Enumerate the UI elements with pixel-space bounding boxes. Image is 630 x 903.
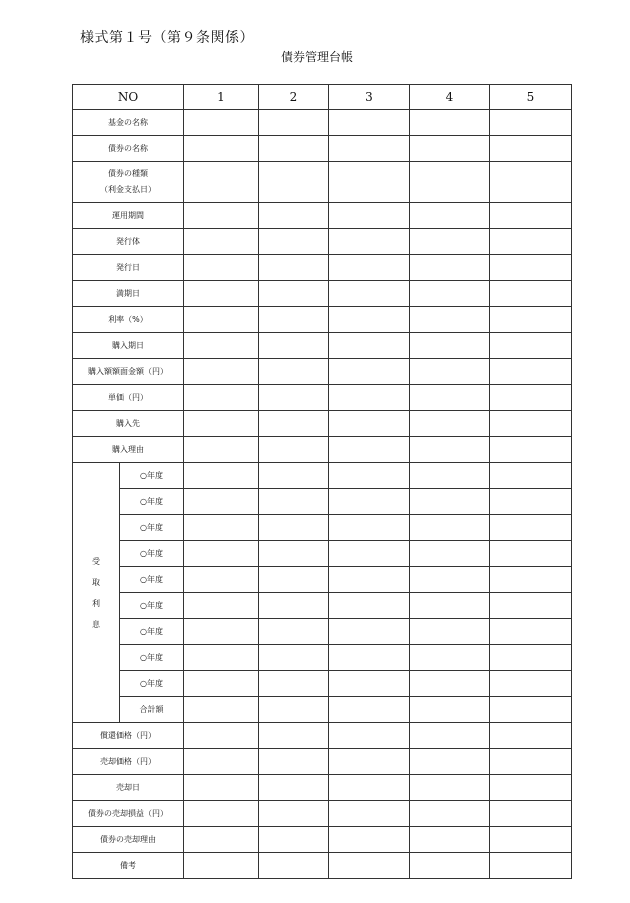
entry-cell-4[interactable] bbox=[410, 827, 490, 853]
row-label bbox=[73, 162, 184, 203]
entry-cell-3[interactable] bbox=[329, 385, 410, 411]
header-col-3: 3 bbox=[329, 85, 410, 110]
entry-cell-4[interactable] bbox=[410, 541, 490, 567]
entry-cell-3[interactable] bbox=[329, 281, 410, 307]
entry-cell-4[interactable] bbox=[410, 853, 490, 879]
entry-cell-2[interactable] bbox=[259, 385, 329, 411]
row-label bbox=[73, 333, 184, 359]
entry-cell-5[interactable] bbox=[490, 645, 572, 671]
entry-cell-3[interactable] bbox=[329, 489, 410, 515]
entry-cell-1[interactable] bbox=[184, 489, 259, 515]
entry-cell-5[interactable] bbox=[490, 385, 572, 411]
entry-cell-1[interactable] bbox=[184, 162, 259, 203]
entry-cell-1[interactable] bbox=[184, 255, 259, 281]
table-row bbox=[73, 281, 572, 307]
interest-group-label bbox=[73, 463, 120, 723]
entry-cell-1[interactable] bbox=[184, 515, 259, 541]
entry-cell-5[interactable] bbox=[490, 136, 572, 162]
row-label bbox=[73, 307, 184, 333]
row-label-text: 満期日 bbox=[116, 288, 140, 298]
entry-cell-5[interactable] bbox=[490, 775, 572, 801]
row-label-text: 債券の名称 bbox=[108, 143, 148, 153]
entry-cell-5[interactable] bbox=[490, 515, 572, 541]
header-col-4: 4 bbox=[410, 85, 490, 110]
entry-cell-3[interactable] bbox=[329, 110, 410, 136]
entry-cell-2[interactable] bbox=[259, 697, 329, 723]
entry-cell-3[interactable] bbox=[329, 229, 410, 255]
fiscal-year-label: ○年度 bbox=[120, 489, 184, 515]
entry-cell-3[interactable] bbox=[329, 697, 410, 723]
entry-cell-2[interactable] bbox=[259, 801, 329, 827]
entry-cell-2[interactable] bbox=[259, 463, 329, 489]
entry-cell-1[interactable] bbox=[184, 203, 259, 229]
entry-cell-1[interactable] bbox=[184, 827, 259, 853]
entry-cell-3[interactable] bbox=[329, 203, 410, 229]
entry-cell-5[interactable] bbox=[490, 489, 572, 515]
table-row bbox=[73, 775, 572, 801]
fiscal-year-label: ○年度 bbox=[120, 645, 184, 671]
row-label bbox=[73, 749, 184, 775]
interest-row bbox=[73, 619, 572, 645]
entry-cell-3[interactable] bbox=[329, 619, 410, 645]
row-label bbox=[73, 255, 184, 281]
interest-row bbox=[73, 697, 572, 723]
table-row bbox=[73, 385, 572, 411]
entry-cell-4[interactable] bbox=[410, 749, 490, 775]
row-label-text: 購入期日 bbox=[112, 340, 144, 350]
header-col-5: 5 bbox=[490, 85, 572, 110]
row-label-text: 利率（%） bbox=[108, 314, 148, 324]
row-label-subtext: （利金支払日） bbox=[100, 185, 156, 194]
entry-cell-3[interactable] bbox=[329, 723, 410, 749]
entry-cell-5[interactable] bbox=[490, 333, 572, 359]
entry-cell-3[interactable] bbox=[329, 333, 410, 359]
entry-cell-4[interactable] bbox=[410, 489, 490, 515]
entry-cell-3[interactable] bbox=[329, 162, 410, 203]
entry-cell-1[interactable] bbox=[184, 541, 259, 567]
entry-cell-5[interactable] bbox=[490, 593, 572, 619]
entry-cell-1[interactable] bbox=[184, 333, 259, 359]
entry-cell-1[interactable] bbox=[184, 463, 259, 489]
entry-cell-3[interactable] bbox=[329, 567, 410, 593]
fiscal-year-label: ○年度 bbox=[120, 515, 184, 541]
entry-cell-3[interactable] bbox=[329, 775, 410, 801]
entry-cell-1[interactable] bbox=[184, 619, 259, 645]
entry-cell-5[interactable] bbox=[490, 827, 572, 853]
entry-cell-1[interactable] bbox=[184, 801, 259, 827]
entry-cell-5[interactable] bbox=[490, 255, 572, 281]
interest-group-char: 受 bbox=[92, 556, 100, 566]
interest-row bbox=[73, 645, 572, 671]
entry-cell-4[interactable] bbox=[410, 162, 490, 203]
row-label-text: 購入理由 bbox=[112, 444, 144, 454]
entry-cell-4[interactable] bbox=[410, 619, 490, 645]
row-label-text: 運用期間 bbox=[112, 210, 144, 220]
entry-cell-3[interactable] bbox=[329, 645, 410, 671]
entry-cell-1[interactable] bbox=[184, 697, 259, 723]
table-row bbox=[73, 136, 572, 162]
interest-row bbox=[73, 489, 572, 515]
entry-cell-2[interactable] bbox=[259, 110, 329, 136]
entry-cell-2[interactable] bbox=[259, 307, 329, 333]
entry-cell-1[interactable] bbox=[184, 136, 259, 162]
entry-cell-3[interactable] bbox=[329, 671, 410, 697]
table-row bbox=[73, 411, 572, 437]
row-label bbox=[73, 136, 184, 162]
entry-cell-1[interactable] bbox=[184, 359, 259, 385]
header-row bbox=[73, 85, 572, 110]
table-row bbox=[73, 333, 572, 359]
table-row bbox=[73, 853, 572, 879]
entry-cell-3[interactable] bbox=[329, 307, 410, 333]
row-label bbox=[73, 203, 184, 229]
entry-cell-3[interactable] bbox=[329, 801, 410, 827]
entry-cell-2[interactable] bbox=[259, 827, 329, 853]
entry-cell-4[interactable] bbox=[410, 333, 490, 359]
entry-cell-1[interactable] bbox=[184, 671, 259, 697]
row-label bbox=[73, 385, 184, 411]
row-label-text: 債券の売却理由 bbox=[100, 834, 156, 844]
entry-cell-1[interactable] bbox=[184, 645, 259, 671]
entry-cell-1[interactable] bbox=[184, 853, 259, 879]
table-row bbox=[73, 437, 572, 463]
entry-cell-4[interactable] bbox=[410, 645, 490, 671]
row-label-text: 備考 bbox=[120, 860, 136, 870]
form-number: 様式第１号（第９条関係） bbox=[80, 30, 254, 46]
table-row bbox=[73, 162, 572, 203]
table-row bbox=[73, 801, 572, 827]
entry-cell-5[interactable] bbox=[490, 723, 572, 749]
entry-cell-4[interactable] bbox=[410, 385, 490, 411]
interest-row bbox=[73, 593, 572, 619]
entry-cell-5[interactable] bbox=[490, 853, 572, 879]
entry-cell-2[interactable] bbox=[259, 255, 329, 281]
entry-cell-3[interactable] bbox=[329, 411, 410, 437]
entry-cell-4[interactable] bbox=[410, 723, 490, 749]
row-label-text: 売却日 bbox=[116, 782, 140, 792]
entry-cell-4[interactable] bbox=[410, 110, 490, 136]
entry-cell-4[interactable] bbox=[410, 515, 490, 541]
row-label bbox=[73, 229, 184, 255]
interest-row bbox=[73, 463, 572, 489]
entry-cell-2[interactable] bbox=[259, 853, 329, 879]
row-label-text: 購入額額面金額（円） bbox=[88, 366, 168, 376]
entry-cell-3[interactable] bbox=[329, 827, 410, 853]
interest-row bbox=[73, 515, 572, 541]
entry-cell-2[interactable] bbox=[259, 203, 329, 229]
entry-cell-5[interactable] bbox=[490, 411, 572, 437]
entry-cell-4[interactable] bbox=[410, 593, 490, 619]
interest-row bbox=[73, 541, 572, 567]
row-label-text: 売却価格（円） bbox=[100, 756, 156, 766]
table-row bbox=[73, 255, 572, 281]
entry-cell-2[interactable] bbox=[259, 619, 329, 645]
entry-cell-1[interactable] bbox=[184, 307, 259, 333]
row-label bbox=[73, 411, 184, 437]
fiscal-year-label: ○年度 bbox=[120, 541, 184, 567]
entry-cell-1[interactable] bbox=[184, 411, 259, 437]
entry-cell-5[interactable] bbox=[490, 749, 572, 775]
entry-cell-3[interactable] bbox=[329, 541, 410, 567]
entry-cell-1[interactable] bbox=[184, 437, 259, 463]
fiscal-year-label: ○年度 bbox=[120, 593, 184, 619]
entry-cell-5[interactable] bbox=[490, 162, 572, 203]
entry-cell-4[interactable] bbox=[410, 281, 490, 307]
entry-cell-4[interactable] bbox=[410, 229, 490, 255]
entry-cell-4[interactable] bbox=[410, 567, 490, 593]
entry-cell-2[interactable] bbox=[259, 489, 329, 515]
table-row bbox=[73, 110, 572, 136]
entry-cell-5[interactable] bbox=[490, 307, 572, 333]
fiscal-year-label: ○年度 bbox=[120, 463, 184, 489]
entry-cell-2[interactable] bbox=[259, 333, 329, 359]
entry-cell-1[interactable] bbox=[184, 110, 259, 136]
fiscal-year-label: ○年度 bbox=[120, 567, 184, 593]
interest-group-char: 利 bbox=[92, 598, 100, 608]
entry-cell-2[interactable] bbox=[259, 671, 329, 697]
row-label bbox=[73, 853, 184, 879]
entry-cell-5[interactable] bbox=[490, 619, 572, 645]
table-row bbox=[73, 307, 572, 333]
entry-cell-4[interactable] bbox=[410, 671, 490, 697]
row-label-text: 債券の売却損益（円） bbox=[88, 808, 168, 818]
entry-cell-5[interactable] bbox=[490, 567, 572, 593]
entry-cell-1[interactable] bbox=[184, 723, 259, 749]
entry-cell-1[interactable] bbox=[184, 385, 259, 411]
row-label bbox=[73, 437, 184, 463]
entry-cell-3[interactable] bbox=[329, 255, 410, 281]
entry-cell-5[interactable] bbox=[490, 697, 572, 723]
entry-cell-4[interactable] bbox=[410, 411, 490, 437]
fiscal-year-label: ○年度 bbox=[120, 671, 184, 697]
page-title: 債券管理台帳 bbox=[280, 50, 353, 64]
entry-cell-3[interactable] bbox=[329, 593, 410, 619]
row-label-text: 基金の名称 bbox=[108, 117, 148, 127]
row-label-text: 単価（円） bbox=[108, 392, 148, 402]
entry-cell-2[interactable] bbox=[259, 723, 329, 749]
entry-cell-4[interactable] bbox=[410, 136, 490, 162]
interest-group-char: 息 bbox=[92, 619, 100, 629]
entry-cell-2[interactable] bbox=[259, 749, 329, 775]
entry-cell-5[interactable] bbox=[490, 541, 572, 567]
entry-cell-2[interactable] bbox=[259, 567, 329, 593]
entry-cell-2[interactable] bbox=[259, 136, 329, 162]
entry-cell-1[interactable] bbox=[184, 229, 259, 255]
bond-ledger-table bbox=[72, 84, 572, 879]
entry-cell-5[interactable] bbox=[490, 203, 572, 229]
entry-cell-3[interactable] bbox=[329, 749, 410, 775]
entry-cell-1[interactable] bbox=[184, 593, 259, 619]
row-label-text: 発行体 bbox=[116, 236, 140, 246]
row-label bbox=[73, 359, 184, 385]
entry-cell-2[interactable] bbox=[259, 162, 329, 203]
row-label bbox=[73, 723, 184, 749]
interest-group-char: 取 bbox=[92, 577, 100, 587]
row-label-text: 購入先 bbox=[116, 418, 140, 428]
entry-cell-4[interactable] bbox=[410, 463, 490, 489]
entry-cell-2[interactable] bbox=[259, 775, 329, 801]
entry-cell-2[interactable] bbox=[259, 541, 329, 567]
entry-cell-4[interactable] bbox=[410, 307, 490, 333]
row-label bbox=[73, 775, 184, 801]
entry-cell-3[interactable] bbox=[329, 136, 410, 162]
entry-cell-2[interactable] bbox=[259, 281, 329, 307]
entry-cell-5[interactable] bbox=[490, 801, 572, 827]
entry-cell-2[interactable] bbox=[259, 229, 329, 255]
entry-cell-1[interactable] bbox=[184, 281, 259, 307]
row-label bbox=[73, 827, 184, 853]
entry-cell-2[interactable] bbox=[259, 645, 329, 671]
fiscal-year-label: ○年度 bbox=[120, 619, 184, 645]
entry-cell-2[interactable] bbox=[259, 437, 329, 463]
row-label-text: 発行日 bbox=[116, 262, 140, 272]
entry-cell-2[interactable] bbox=[259, 593, 329, 619]
entry-cell-2[interactable] bbox=[259, 515, 329, 541]
interest-row bbox=[73, 671, 572, 697]
entry-cell-3[interactable] bbox=[329, 437, 410, 463]
entry-cell-4[interactable] bbox=[410, 255, 490, 281]
entry-cell-5[interactable] bbox=[490, 359, 572, 385]
entry-cell-5[interactable] bbox=[490, 671, 572, 697]
interest-total-label: 合計額 bbox=[120, 697, 184, 723]
header-no: NO bbox=[73, 85, 184, 110]
entry-cell-5[interactable] bbox=[490, 463, 572, 489]
row-label-text: 債券の種類 bbox=[108, 169, 148, 178]
entry-cell-2[interactable] bbox=[259, 411, 329, 437]
entry-cell-5[interactable] bbox=[490, 110, 572, 136]
entry-cell-4[interactable] bbox=[410, 697, 490, 723]
row-label bbox=[73, 281, 184, 307]
table-row bbox=[73, 203, 572, 229]
entry-cell-3[interactable] bbox=[329, 853, 410, 879]
row-label bbox=[73, 801, 184, 827]
table-row bbox=[73, 359, 572, 385]
entry-cell-4[interactable] bbox=[410, 359, 490, 385]
entry-cell-5[interactable] bbox=[490, 229, 572, 255]
entry-cell-3[interactable] bbox=[329, 515, 410, 541]
table-row bbox=[73, 723, 572, 749]
entry-cell-3[interactable] bbox=[329, 463, 410, 489]
entry-cell-4[interactable] bbox=[410, 437, 490, 463]
entry-cell-4[interactable] bbox=[410, 801, 490, 827]
entry-cell-2[interactable] bbox=[259, 359, 329, 385]
header-col-1: 1 bbox=[184, 85, 259, 110]
entry-cell-4[interactable] bbox=[410, 203, 490, 229]
table-row bbox=[73, 229, 572, 255]
entry-cell-4[interactable] bbox=[410, 775, 490, 801]
row-label bbox=[73, 110, 184, 136]
interest-row bbox=[73, 567, 572, 593]
entry-cell-1[interactable] bbox=[184, 749, 259, 775]
entry-cell-1[interactable] bbox=[184, 567, 259, 593]
row-label-text: 償還価格（円） bbox=[100, 730, 156, 740]
table-row bbox=[73, 827, 572, 853]
entry-cell-5[interactable] bbox=[490, 437, 572, 463]
table-row bbox=[73, 749, 572, 775]
entry-cell-3[interactable] bbox=[329, 359, 410, 385]
entry-cell-5[interactable] bbox=[490, 281, 572, 307]
header-col-2: 2 bbox=[259, 85, 329, 110]
entry-cell-1[interactable] bbox=[184, 775, 259, 801]
